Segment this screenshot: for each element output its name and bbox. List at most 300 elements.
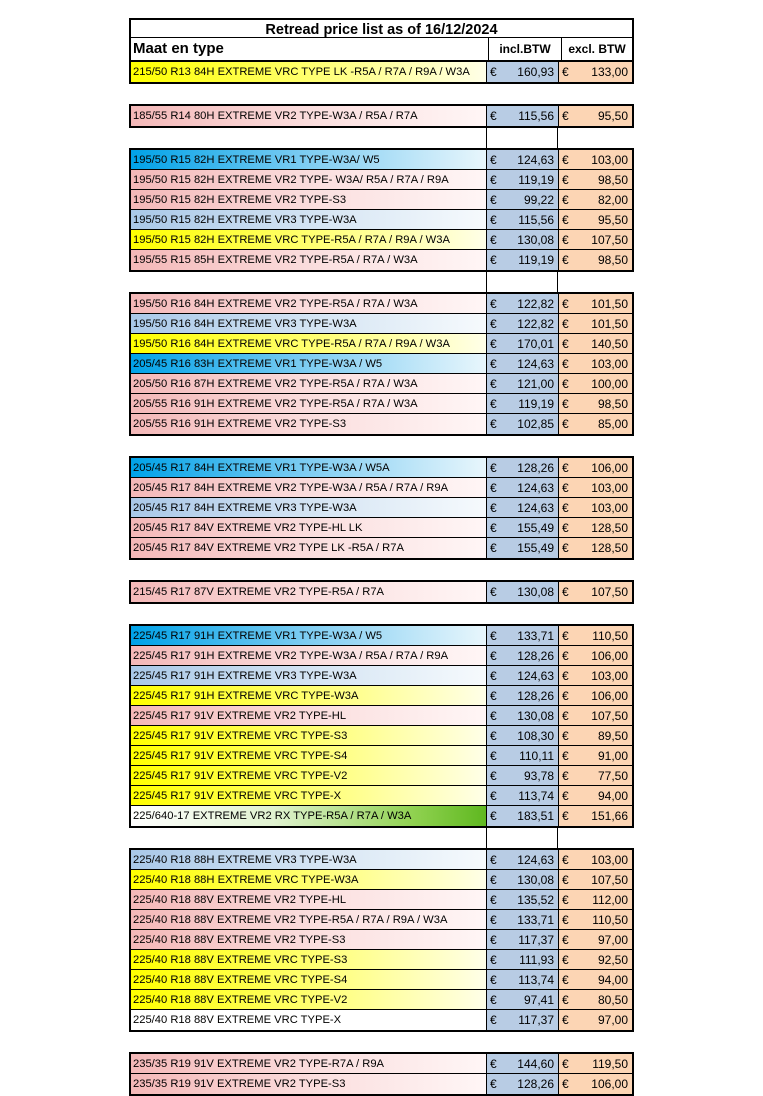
price-incl-vat: 117,37 [518, 933, 554, 947]
price-excl-vat: 98,50 [597, 253, 628, 267]
currency-symbol: € [562, 709, 569, 723]
price-excl-vat-cell [558, 538, 632, 558]
currency-symbol: € [490, 397, 497, 411]
price-incl-vat: 119,19 [518, 173, 554, 187]
currency-symbol: € [490, 337, 497, 351]
group-spacer [129, 84, 634, 104]
table-row [131, 478, 632, 498]
table-row [131, 950, 632, 970]
price-incl-vat-cell [486, 478, 558, 497]
currency-symbol: € [490, 1013, 497, 1027]
price-excl-vat: 103,00 [591, 357, 628, 371]
currency-symbol: € [490, 729, 497, 743]
price-excl-vat-cell [558, 726, 632, 745]
currency-symbol: € [562, 233, 569, 247]
tire-type-cell: 195/50 R16 84H EXTREME VR3 TYPE-W3A [131, 314, 486, 333]
tire-type-cell: 235/35 R19 91V EXTREME VR2 TYPE-S3 [131, 1074, 486, 1094]
price-excl-vat-cell [558, 870, 632, 889]
tire-type-cell: 225/45 R17 91H EXTREME VR3 TYPE-W3A [131, 666, 486, 685]
group-spacer [129, 436, 634, 456]
price-incl-vat: 122,82 [517, 297, 554, 311]
price-incl-vat: 119,19 [518, 397, 554, 411]
price-excl-vat-cell [558, 1054, 632, 1073]
price-excl-vat: 89,50 [597, 729, 628, 743]
price-incl-vat: 155,49 [517, 541, 554, 555]
price-excl-vat: 103,00 [591, 853, 628, 867]
table-row [131, 1010, 632, 1030]
spacer-left [129, 1032, 486, 1052]
currency-symbol: € [490, 521, 497, 535]
table-row [131, 990, 632, 1010]
tire-type-cell: 225/45 R17 91H EXTREME VRC TYPE-W3A [131, 686, 486, 705]
spacer-left [129, 560, 486, 580]
price-group [129, 292, 634, 436]
table-row [131, 766, 632, 786]
price-excl-vat: 85,00 [597, 417, 628, 431]
tire-type-cell: 235/35 R19 91V EXTREME VR2 TYPE-R7A / R9A [131, 1054, 486, 1073]
table-row [131, 518, 632, 538]
price-incl-vat-cell [486, 666, 558, 685]
table-row [131, 294, 632, 314]
price-incl-vat: 130,08 [517, 585, 554, 599]
price-excl-vat: 94,00 [597, 789, 628, 803]
tire-type-cell: 225/45 R17 91V EXTREME VRC TYPE-V2 [131, 766, 486, 785]
price-incl-vat: 128,26 [517, 1077, 554, 1091]
currency-symbol: € [490, 541, 497, 555]
price-incl-vat: 160,93 [517, 65, 554, 79]
tire-type-cell: 205/45 R17 84H EXTREME VR1 TYPE-W3A / W5A [131, 458, 486, 477]
column-header-row [129, 38, 634, 60]
currency-symbol: € [490, 873, 497, 887]
price-excl-vat-cell [558, 850, 632, 869]
price-incl-vat: 124,63 [517, 153, 554, 167]
tire-type-cell: 195/50 R15 82H EXTREME VR3 TYPE-W3A [131, 210, 486, 229]
price-excl-vat-cell [558, 582, 632, 602]
price-excl-vat-cell [558, 150, 632, 169]
price-excl-vat-cell [558, 706, 632, 725]
price-incl-vat: 108,30 [517, 729, 554, 743]
price-excl-vat: 97,00 [597, 933, 628, 947]
price-incl-vat: 170,01 [517, 337, 554, 351]
price-incl-vat-cell [486, 538, 558, 558]
price-excl-vat: 107,50 [591, 585, 628, 599]
price-incl-vat: 135,52 [517, 893, 554, 907]
price-excl-vat: 106,00 [591, 649, 628, 663]
price-incl-vat-cell [486, 230, 558, 249]
price-excl-vat: 82,00 [597, 193, 628, 207]
tire-type-cell: 225/40 R18 88H EXTREME VRC TYPE-W3A [131, 870, 486, 889]
price-incl-vat-cell [486, 746, 558, 765]
price-incl-vat-cell [486, 786, 558, 805]
price-incl-vat-cell [486, 706, 558, 725]
tire-type-cell: 225/40 R18 88H EXTREME VR3 TYPE-W3A [131, 850, 486, 869]
currency-symbol: € [490, 193, 497, 207]
price-incl-vat: 155,49 [517, 521, 554, 535]
currency-symbol: € [562, 541, 569, 555]
currency-symbol: € [490, 853, 497, 867]
price-excl-vat: 103,00 [591, 501, 628, 515]
price-incl-vat-cell [486, 646, 558, 665]
price-excl-vat: 106,00 [591, 689, 628, 703]
price-excl-vat-cell [558, 458, 632, 477]
tire-type-cell: 195/50 R15 82H EXTREME VR2 TYPE- W3A/ R5A / R7A / R9A [131, 170, 486, 189]
spacer-mid [486, 272, 558, 292]
table-row [131, 1054, 632, 1074]
price-excl-vat: 107,50 [591, 709, 628, 723]
price-excl-vat-cell [558, 294, 632, 313]
price-incl-vat: 133,71 [517, 913, 554, 927]
table-row [131, 394, 632, 414]
currency-symbol: € [562, 953, 569, 967]
price-excl-vat: 92,50 [597, 953, 628, 967]
price-excl-vat: 110,50 [592, 913, 628, 927]
price-excl-vat-cell [558, 1010, 632, 1030]
table-row [131, 314, 632, 334]
currency-symbol: € [562, 649, 569, 663]
price-incl-vat: 128,26 [517, 689, 554, 703]
tire-type-cell: 195/50 R16 84H EXTREME VRC TYPE-R5A / R7A / R9A / W3A [131, 334, 486, 353]
table-row [131, 374, 632, 394]
price-excl-vat: 107,50 [591, 873, 628, 887]
currency-symbol: € [562, 1057, 569, 1071]
price-incl-vat: 124,63 [517, 853, 554, 867]
tire-type-cell: 195/50 R15 82H EXTREME VRC TYPE-R5A / R7A / R9A / W3A [131, 230, 486, 249]
currency-symbol: € [562, 357, 569, 371]
price-excl-vat-cell [558, 190, 632, 209]
price-excl-vat: 128,50 [591, 541, 628, 555]
table-row [131, 666, 632, 686]
table-row [131, 850, 632, 870]
table-row [131, 786, 632, 806]
spacer-mid [486, 128, 558, 148]
price-incl-vat-cell [486, 626, 558, 645]
price-incl-vat-cell [486, 726, 558, 745]
price-excl-vat-cell [558, 106, 632, 126]
tire-type-cell: 225/40 R18 88V EXTREME VRC TYPE-X [131, 1010, 486, 1030]
price-excl-vat-cell [558, 314, 632, 333]
price-incl-vat: 111,93 [519, 953, 554, 967]
price-incl-vat-cell [486, 106, 558, 126]
spacer-left [129, 604, 486, 624]
currency-symbol: € [490, 213, 497, 227]
currency-symbol: € [490, 933, 497, 947]
currency-symbol: € [562, 585, 569, 599]
table-row [131, 414, 632, 434]
price-incl-vat-cell [486, 190, 558, 209]
currency-symbol: € [490, 913, 497, 927]
tire-type-cell: 185/55 R14 80H EXTREME VR2 TYPE-W3A / R5A / R7A [131, 106, 486, 126]
table-row [131, 706, 632, 726]
price-incl-vat-cell [486, 686, 558, 705]
currency-symbol: € [490, 993, 497, 1007]
table-row [131, 870, 632, 890]
currency-symbol: € [562, 993, 569, 1007]
tire-type-cell: 195/50 R16 84H EXTREME VR2 TYPE-R5A / R7A / W3A [131, 294, 486, 313]
price-incl-vat: 110,11 [519, 749, 554, 763]
tire-type-cell: 195/55 R15 85H EXTREME VR2 TYPE-R5A / R7A / W3A [131, 250, 486, 270]
price-excl-vat-cell [558, 334, 632, 353]
price-incl-vat-cell [486, 990, 558, 1009]
price-excl-vat-cell [558, 950, 632, 969]
price-group [129, 104, 634, 128]
price-excl-vat-cell [558, 230, 632, 249]
price-incl-vat: 130,08 [517, 709, 554, 723]
price-incl-vat-cell [486, 890, 558, 909]
price-excl-vat-cell [558, 930, 632, 949]
price-excl-vat-cell [558, 970, 632, 989]
price-excl-vat: 103,00 [591, 153, 628, 167]
table-row [131, 210, 632, 230]
price-excl-vat: 119,50 [592, 1057, 628, 1071]
spacer-left [129, 84, 486, 104]
price-incl-vat: 102,85 [517, 417, 554, 431]
tire-type-cell: 195/50 R15 82H EXTREME VR1 TYPE-W3A/ W5 [131, 150, 486, 169]
price-excl-vat-cell [558, 518, 632, 537]
price-excl-vat-cell [558, 394, 632, 413]
price-group [129, 624, 634, 828]
price-excl-vat-cell [558, 1074, 632, 1094]
currency-symbol: € [562, 893, 569, 907]
tire-type-cell: 225/45 R17 91V EXTREME VRC TYPE-S3 [131, 726, 486, 745]
table-row [131, 746, 632, 766]
currency-symbol: € [562, 809, 569, 823]
currency-symbol: € [490, 689, 497, 703]
price-excl-vat: 140,50 [591, 337, 628, 351]
spacer-mid [486, 604, 558, 624]
price-excl-vat-cell [558, 498, 632, 517]
tire-type-cell: 205/45 R16 83H EXTREME VR1 TYPE-W3A / W5 [131, 354, 486, 373]
table-row [131, 646, 632, 666]
price-excl-vat-cell [558, 250, 632, 270]
tire-type-cell: 225/40 R18 88V EXTREME VRC TYPE-S3 [131, 950, 486, 969]
currency-symbol: € [490, 893, 497, 907]
currency-symbol: € [562, 769, 569, 783]
currency-symbol: € [562, 317, 569, 331]
currency-symbol: € [562, 337, 569, 351]
price-incl-vat: 113,74 [518, 973, 554, 987]
price-incl-vat: 124,63 [517, 481, 554, 495]
column-header-excl: excl. BTW [561, 38, 632, 60]
price-incl-vat-cell [486, 294, 558, 313]
currency-symbol: € [562, 629, 569, 643]
spacer-mid [486, 828, 558, 848]
tire-type-cell: 195/50 R15 82H EXTREME VR2 TYPE-S3 [131, 190, 486, 209]
currency-symbol: € [490, 481, 497, 495]
tire-type-cell: 205/45 R17 84H EXTREME VR2 TYPE-W3A / R5A / R7A / R9A [131, 478, 486, 497]
tire-type-cell: 215/45 R17 87V EXTREME VR2 TYPE-R5A / R7A [131, 582, 486, 602]
price-incl-vat-cell [486, 766, 558, 785]
table-row [131, 458, 632, 478]
currency-symbol: € [562, 873, 569, 887]
currency-symbol: € [490, 953, 497, 967]
tire-type-cell: 225/40 R18 88V EXTREME VR2 TYPE-S3 [131, 930, 486, 949]
currency-symbol: € [490, 173, 497, 187]
group-spacer [129, 828, 634, 848]
price-excl-vat: 133,00 [591, 65, 628, 79]
price-excl-vat: 112,00 [592, 893, 628, 907]
price-excl-vat: 106,00 [591, 1077, 628, 1091]
currency-symbol: € [490, 973, 497, 987]
table-row [131, 890, 632, 910]
spacer-left [129, 272, 486, 292]
price-excl-vat-cell [558, 62, 632, 82]
table-row [131, 1074, 632, 1094]
price-incl-vat-cell [486, 1054, 558, 1073]
tire-type-cell: 225/40 R18 88V EXTREME VRC TYPE-V2 [131, 990, 486, 1009]
currency-symbol: € [490, 1077, 497, 1091]
table-row [131, 910, 632, 930]
tire-type-cell: 205/55 R16 91H EXTREME VR2 TYPE-S3 [131, 414, 486, 434]
price-excl-vat-cell [558, 806, 632, 826]
price-excl-vat: 98,50 [597, 397, 628, 411]
price-incl-vat: 128,26 [517, 649, 554, 663]
currency-symbol: € [490, 585, 497, 599]
table-row [131, 498, 632, 518]
price-excl-vat: 98,50 [597, 173, 628, 187]
price-incl-vat-cell [486, 806, 558, 826]
currency-symbol: € [562, 297, 569, 311]
price-incl-vat-cell [486, 414, 558, 434]
tire-type-cell: 205/45 R17 84H EXTREME VR3 TYPE-W3A [131, 498, 486, 517]
spacer-left [129, 436, 486, 456]
price-excl-vat: 94,00 [597, 973, 628, 987]
price-excl-vat: 97,00 [597, 1013, 628, 1027]
table-row [131, 230, 632, 250]
price-excl-vat-cell [558, 766, 632, 785]
price-excl-vat: 110,50 [592, 629, 628, 643]
currency-symbol: € [562, 689, 569, 703]
price-excl-vat-cell [558, 210, 632, 229]
price-incl-vat: 124,63 [517, 669, 554, 683]
currency-symbol: € [562, 729, 569, 743]
currency-symbol: € [562, 1077, 569, 1091]
currency-symbol: € [562, 521, 569, 535]
price-excl-vat: 100,00 [591, 377, 628, 391]
price-incl-vat-cell [486, 518, 558, 537]
tire-type-cell: 225/640-17 EXTREME VR2 RX TYPE-R5A / R7A / W3A [131, 806, 486, 826]
currency-symbol: € [562, 397, 569, 411]
spacer-mid [486, 560, 558, 580]
currency-symbol: € [490, 709, 497, 723]
tire-type-cell: 205/50 R16 87H EXTREME VR2 TYPE-R5A / R7A / W3A [131, 374, 486, 393]
price-incl-vat: 97,41 [523, 993, 554, 1007]
price-incl-vat-cell [486, 910, 558, 929]
price-excl-vat-cell [558, 786, 632, 805]
currency-symbol: € [490, 65, 497, 79]
price-incl-vat: 117,37 [518, 1013, 554, 1027]
price-incl-vat-cell [486, 930, 558, 949]
price-group [129, 848, 634, 1032]
price-group [129, 456, 634, 560]
price-incl-vat-cell [486, 314, 558, 333]
spacer-left [129, 828, 486, 848]
table-row [131, 626, 632, 646]
price-excl-vat-cell [558, 646, 632, 665]
price-incl-vat: 133,71 [517, 629, 554, 643]
currency-symbol: € [562, 173, 569, 187]
table-row [131, 106, 632, 126]
currency-symbol: € [562, 213, 569, 227]
table-row [131, 334, 632, 354]
price-excl-vat-cell [558, 354, 632, 373]
currency-symbol: € [562, 253, 569, 267]
price-excl-vat: 151,66 [591, 809, 628, 823]
table-row [131, 62, 632, 82]
price-incl-vat: 130,08 [517, 233, 554, 247]
price-incl-vat: 144,60 [517, 1057, 554, 1071]
price-incl-vat-cell [486, 250, 558, 270]
currency-symbol: € [490, 461, 497, 475]
currency-symbol: € [562, 481, 569, 495]
price-incl-vat-cell [486, 950, 558, 969]
group-spacer [129, 272, 634, 292]
price-excl-vat: 103,00 [591, 481, 628, 495]
price-incl-vat: 113,74 [518, 789, 554, 803]
currency-symbol: € [562, 669, 569, 683]
currency-symbol: € [490, 749, 497, 763]
currency-symbol: € [490, 377, 497, 391]
group-spacer [129, 604, 634, 624]
tire-type-cell: 225/45 R17 91H EXTREME VR2 TYPE-W3A / R5A / R7A / R9A [131, 646, 486, 665]
currency-symbol: € [490, 629, 497, 643]
price-excl-vat: 107,50 [591, 233, 628, 247]
table-row [131, 726, 632, 746]
price-incl-vat-cell [486, 850, 558, 869]
currency-symbol: € [562, 417, 569, 431]
price-incl-vat-cell [486, 870, 558, 889]
currency-symbol: € [562, 973, 569, 987]
price-incl-vat-cell [486, 210, 558, 229]
price-incl-vat-cell [486, 1010, 558, 1030]
currency-symbol: € [490, 649, 497, 663]
currency-symbol: € [490, 1057, 497, 1071]
tire-type-cell: 225/40 R18 88V EXTREME VRC TYPE-S4 [131, 970, 486, 989]
price-group [129, 580, 634, 604]
price-incl-vat-cell [486, 458, 558, 477]
price-incl-vat: 99,22 [523, 193, 554, 207]
price-incl-vat: 121,00 [517, 377, 554, 391]
price-excl-vat-cell [558, 746, 632, 765]
price-excl-vat-cell [558, 478, 632, 497]
price-incl-vat: 128,26 [517, 461, 554, 475]
price-excl-vat-cell [558, 666, 632, 685]
price-incl-vat-cell [486, 374, 558, 393]
price-incl-vat: 183,51 [517, 809, 554, 823]
price-groups [129, 60, 634, 1096]
price-excl-vat: 106,00 [591, 461, 628, 475]
table-row [131, 190, 632, 210]
price-incl-vat: 124,63 [517, 357, 554, 371]
tire-type-cell: 205/55 R16 91H EXTREME VR2 TYPE-R5A / R7A / W3A [131, 394, 486, 413]
currency-symbol: € [490, 297, 497, 311]
price-incl-vat-cell [486, 970, 558, 989]
price-incl-vat: 119,19 [518, 253, 554, 267]
currency-symbol: € [490, 233, 497, 247]
table-row [131, 150, 632, 170]
group-spacer [129, 1032, 634, 1052]
currency-symbol: € [490, 769, 497, 783]
price-excl-vat: 101,50 [591, 297, 628, 311]
price-incl-vat: 115,56 [518, 213, 554, 227]
spacer-mid [486, 436, 558, 456]
price-excl-vat-cell [558, 890, 632, 909]
tire-type-cell: 205/45 R17 84V EXTREME VR2 TYPE LK -R5A / R7A [131, 538, 486, 558]
currency-symbol: € [562, 109, 569, 123]
column-header-incl: incl.BTW [488, 38, 561, 60]
table-row [131, 930, 632, 950]
price-group [129, 1052, 634, 1096]
currency-symbol: € [490, 153, 497, 167]
